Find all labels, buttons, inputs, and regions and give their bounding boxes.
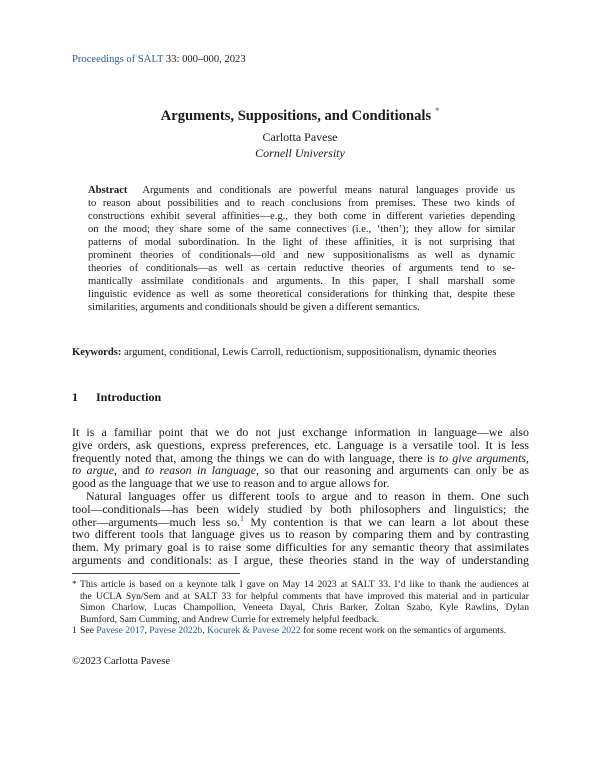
keywords-label: Keywords: bbox=[72, 347, 122, 358]
abstract-line: to reason about possibilities and to reach conclusions from premises. These two kinds of bbox=[88, 198, 515, 209]
footnote-line: Bumford, Sam Cumming, and Andrew Currie for extremely helpful feedback. bbox=[80, 613, 379, 625]
paragraph-line: give orders, ask questions, express preferences, etc. Language is a versatile tool. It is less bbox=[72, 437, 529, 452]
title-footnote-mark[interactable]: * bbox=[434, 106, 440, 117]
abstract-first-line bbox=[88, 185, 515, 197]
paragraph-line: them. My primary goal is to raise some difficulties for any semantic theory that assimilates bbox=[72, 540, 529, 555]
abstract-line: mantically assimilate conditionals and arguments. In this paper, I shall marshall some bbox=[88, 276, 515, 287]
section-number: 1 bbox=[72, 390, 78, 404]
paragraph-line: arguments and conditionals: as I argue, these theories stand in the way of understanding bbox=[72, 553, 529, 567]
abstract-line: linguistic evidence as well as some theoretical considerations for thinking that, despite these bbox=[88, 289, 515, 300]
paper-title bbox=[0, 108, 600, 125]
paragraph-line: It is a familiar point that we do not just exchange information in language—we also bbox=[72, 425, 529, 439]
footnote-1 bbox=[80, 625, 529, 636]
citation-link[interactable]: Kocurek & Pavese 2022 bbox=[207, 625, 301, 636]
keywords bbox=[72, 347, 496, 358]
footnote-1-mark[interactable]: 1 bbox=[240, 513, 245, 523]
text-span: other—arguments—much less so. bbox=[72, 514, 241, 529]
emphasis: to argue bbox=[72, 463, 114, 478]
footnote-line: the UCLA Syn/Sem and at SALT 33 for helpful comments that have improved this material and in particular bbox=[80, 590, 529, 602]
abstract-line: constructions exhibit several affinities—e.g., they both come in different varieties depending bbox=[88, 211, 515, 222]
paragraph-line bbox=[72, 513, 530, 529]
abstract-line: theories of conditionals—as well as certain reductive theories of arguments tend to se- bbox=[88, 263, 515, 274]
citation-link[interactable]: Pavese 2017 bbox=[96, 625, 145, 636]
section-title: Introduction bbox=[96, 390, 162, 404]
text-span: , so that our reasoning and arguments can only be as bbox=[255, 463, 529, 478]
citation-link[interactable]: Pavese 2022b bbox=[149, 625, 203, 636]
footnote-rule bbox=[72, 573, 240, 574]
paragraph-line bbox=[72, 452, 529, 465]
text-span: , bbox=[526, 450, 529, 465]
paragraph-line: tool—conditionals—has been widely studied by both philosophers and linguistics; the bbox=[72, 501, 529, 516]
text-span: See bbox=[80, 625, 97, 636]
copyright: ©2023 Carlotta Pavese bbox=[72, 656, 171, 667]
text-span: My contention is that we can learn a lot about these bbox=[244, 514, 530, 529]
text-span: , bbox=[202, 625, 208, 636]
abstract-line: Arguments and conditionals are powerful means natural languages provide us bbox=[142, 185, 516, 196]
keywords-text: argument, conditional, Lewis Carroll, reductionism, suppositionalism, dynamic theories bbox=[124, 347, 497, 358]
section-heading bbox=[72, 390, 161, 405]
emphasis: to reason in language bbox=[145, 463, 256, 478]
paragraph-line: good as the language that we use to reason and to argue allows for. bbox=[72, 476, 390, 491]
footnote-star-mark: * bbox=[72, 579, 77, 590]
emphasis: to give arguments bbox=[438, 450, 527, 465]
header-volume: 33: 000–000, 2023 bbox=[163, 54, 246, 65]
paragraph-line: two different tools that language gives us to reason by comparing them and by contrasting bbox=[72, 527, 529, 542]
abstract-line: patterns of modal subordination. In the light of these affinities, it is not surprising that bbox=[88, 237, 515, 248]
footnote-line: Simon Charlow, Lucas Champollion, Veneeta Dayal, Chris Barker, Zoltan Szabo, Kyle Rawlins, Dylan bbox=[80, 602, 529, 613]
footnote-line: This article is based on a keynote talk I gave on May 14 2023 at SALT 33. I’d like to thank the audiences at bbox=[80, 579, 529, 590]
text-span: , and bbox=[113, 463, 145, 478]
paragraph-line bbox=[72, 464, 529, 477]
author: Carlotta Pavese bbox=[262, 130, 338, 144]
footnote-1-number: 1 bbox=[72, 625, 77, 636]
abstract-line: prominent theories of conditionals—old and new suppositionalisms as well as dynamic bbox=[88, 250, 515, 261]
paragraph-line: Natural languages offer us different tools to argue and to reason in them. One such bbox=[86, 489, 529, 503]
abstract-line: similarities, arguments and conditionals should be given a different semantics. bbox=[88, 302, 420, 313]
venue-link[interactable]: Proceedings of SALT bbox=[72, 54, 164, 65]
text-span: for some recent work on the semantics of arguments. bbox=[300, 625, 507, 636]
title-text: Arguments, Suppositions, and Conditionals bbox=[160, 108, 432, 124]
text-span: frequently noted that, among the things we can do with language, there is bbox=[72, 450, 439, 465]
affiliation: Cornell University bbox=[255, 146, 345, 160]
running-header bbox=[72, 54, 246, 65]
abstract-label: Abstract bbox=[88, 185, 128, 196]
abstract-line: on the mood; they share some of the same connectives (i.e., ‘then’); they allow for similar bbox=[88, 224, 515, 235]
text-span: , bbox=[144, 625, 150, 636]
